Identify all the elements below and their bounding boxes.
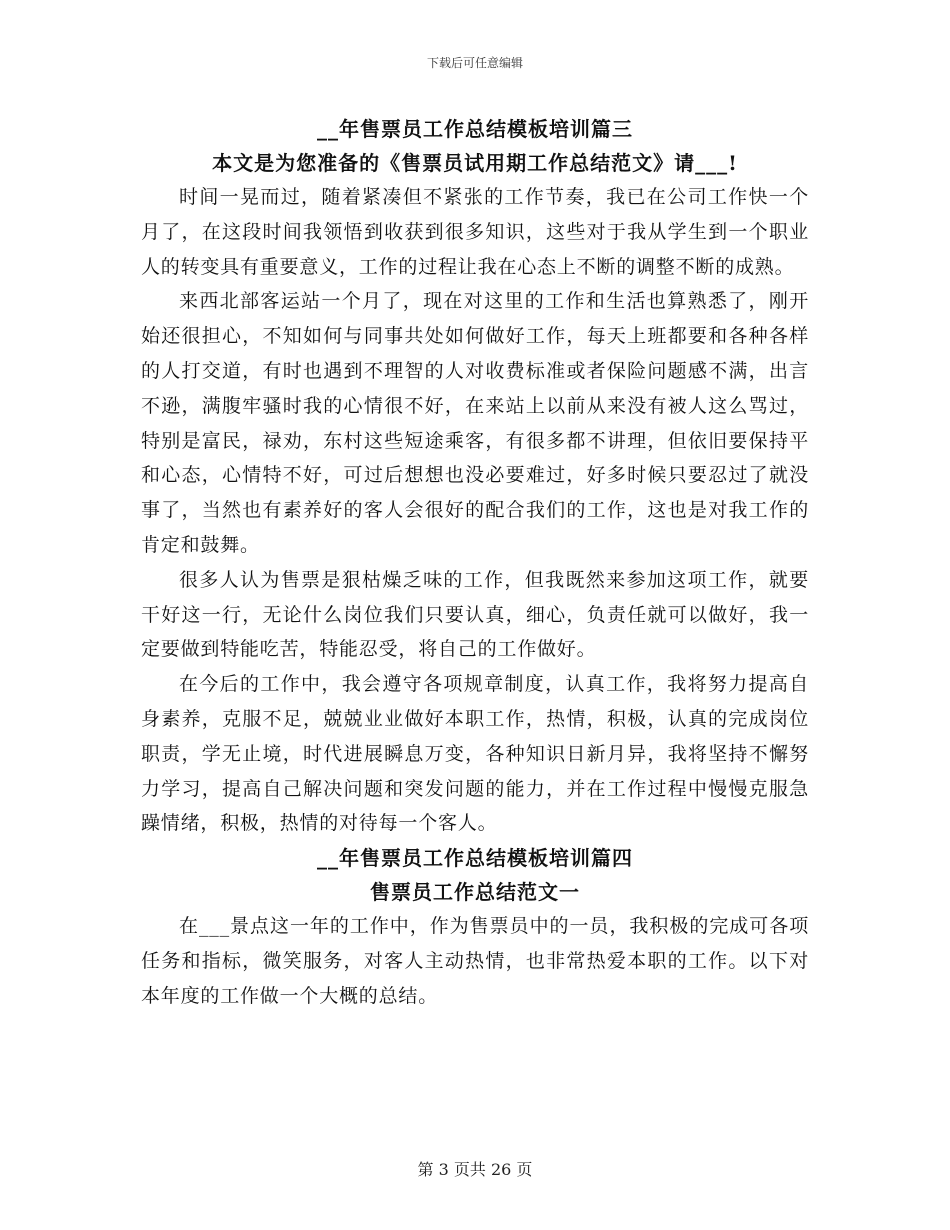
section-3-paragraph-1: 时间一晃而过，随着紧凑但不紧张的工作节奏，我已在公司工作快一个月了，在这段时间我领悟到收获到很多知识，这些对于我从学生到一个职业人的转变具有重要意义，工作的过程让我在心态上不断的调整不断的成熟。 bbox=[141, 186, 809, 278]
section-3-paragraph-4: 在今后的工作中，我会遵守各项规章制度，认真工作，我将努力提高自身素养，克服不足，兢兢业业做好本职工作，热情，积极，认真的完成岗位职责，学无止境，时代进展瞬息万变，各种知识日新月异，我将坚持不懈努力学习，提高自己解决问题和突发问题的能力，并在工作过程中慢慢克服急躁情绪，积极，热情的对待每一个客人。 bbox=[141, 673, 809, 835]
page-number: 第 3 页共 26 页 bbox=[417, 1160, 533, 1179]
document-body bbox=[141, 112, 809, 1014]
section-4-title: __年售票员工作总结模板培训篇四 bbox=[317, 846, 633, 871]
page-header-note: 下载后可任意编辑 bbox=[426, 56, 523, 70]
section-4-paragraph-1: 在___景点这一年的工作中，作为售票员中的一员，我积极的完成可各项任务和指标，微笑服务，对客人主动热情，也非常热爱本职的工作。以下对本年度的工作做一个大概的总结。 bbox=[141, 915, 809, 1007]
section-3-subtitle: 本文是为您准备的《售票员试用期工作总结范文》请___! bbox=[212, 151, 738, 175]
section-3-title: __年售票员工作总结模板培训篇三 bbox=[317, 117, 633, 141]
section-3-paragraph-3: 很多人认为售票是狠枯燥乏味的工作，但我既然来参加这项工作，就要干好这一行，无论什么岗位我们只要认真，细心，负责任就可以做好，我一定要做到特能吃苦，特能忍受，将自己的工作做好。 bbox=[141, 568, 809, 661]
section-4-subtitle: 售票员工作总结范文一 bbox=[370, 880, 580, 905]
section-3-paragraph-2: 来西北部客运站一个月了，现在对这里的工作和生活也算熟悉了，刚开始还很担心，不知如何与同事共处如何做好工作，每天上班都要和各种各样的人打交道，有时也遇到不理智的人对收费标准或者保险问题感不满，出言不逊，满腹牢骚时我的心情很不好，在来站上以前从来没有被人这么骂过，特别是富民，禄劝，东村这些短途乘客，有很多都不讲理，但依旧要保持平和心态，心情特不好，可过后想想也没必要难过，好多时候只要忍过了就没事了，当然也有素养好的客人会很好的配合我们的工作，这也是对我工作的肯定和鼓舞。 bbox=[141, 290, 809, 556]
